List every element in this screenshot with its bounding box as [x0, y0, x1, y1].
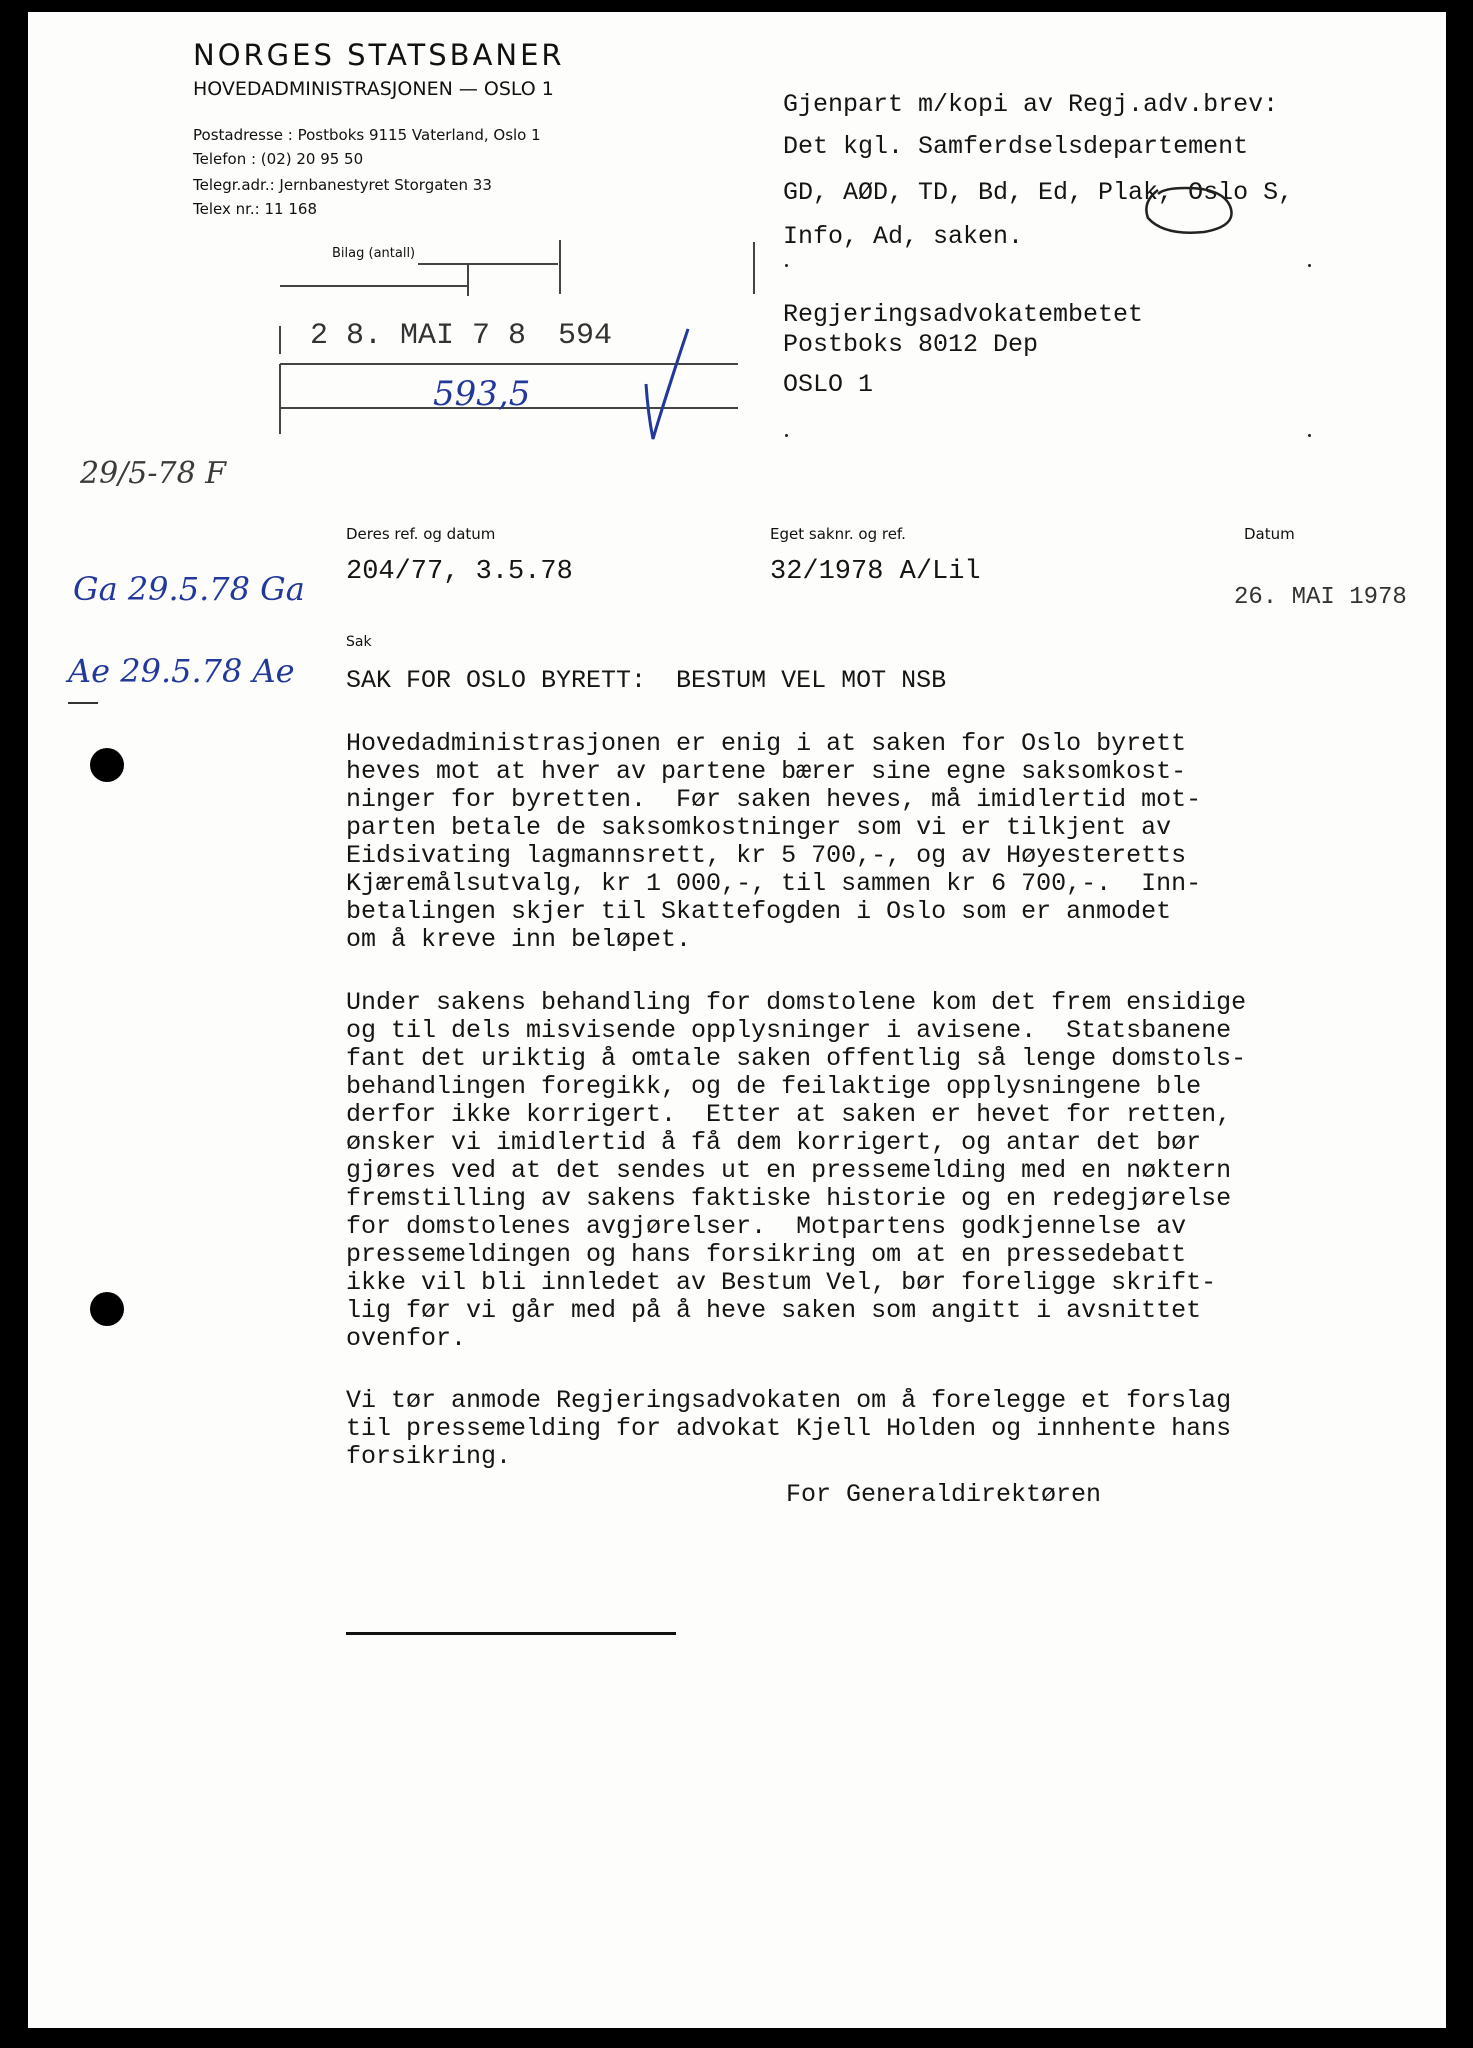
cc-line: Det kgl. Samferdselsdepartement — [783, 132, 1249, 161]
body-line: Under sakens behandling for domstolene kom det frem ensidige — [346, 988, 1247, 1017]
body-line: fant det uriktig å omtale saken offentlig så lenge domstols- — [346, 1044, 1247, 1073]
recipient-line: Regjeringsadvokatembetet — [783, 300, 1144, 329]
telex-number: Telex nr.: 11 168 — [193, 200, 317, 218]
cc-line: GD, AØD, TD, Bd, Ed, Plak, Oslo S, — [783, 178, 1294, 207]
corner-mark — [785, 434, 788, 437]
corner-mark — [785, 264, 788, 267]
body-line: heves mot at hver av partene bærer sine egne saksomkost- — [346, 757, 1187, 786]
body-line: derfor ikke korrigert. Etter at saken er hevet for retten, — [346, 1100, 1232, 1129]
postal-address: Postadresse : Postboks 9115 Vaterland, Oslo 1 — [193, 126, 541, 144]
margin-note: Ae 29.5.78 Ae — [68, 652, 295, 690]
margin-dash — [68, 702, 98, 704]
corner-mark — [1308, 264, 1311, 267]
letter-page — [28, 12, 1446, 2028]
own-ref-value: 32/1978 A/Lil — [770, 557, 981, 587]
date-stamp: 26. MAI 1978 — [1234, 584, 1407, 611]
body-line: parten betale de saksomkostninger som vi er tilkjent av — [346, 813, 1172, 842]
body-line: ikke vil bli innledet av Bestum Vel, bør foreligge skrift- — [346, 1268, 1217, 1297]
body-line: ovenfor. — [346, 1324, 467, 1353]
body-line: lig før vi går med på å heve saken som angitt i avsnittet — [346, 1296, 1202, 1325]
recipient-line: Postboks 8012 Dep — [783, 330, 1039, 359]
body-line: gjøres ved at det sendes ut en pressemelding med en nøktern — [346, 1156, 1232, 1185]
body-line: til pressemelding for advokat Kjell Holden og innhente hans — [346, 1414, 1232, 1443]
circled-plak-mark — [1134, 182, 1244, 238]
reception-stamp — [268, 234, 768, 444]
punch-hole — [90, 748, 124, 782]
subject-line: SAK FOR OSLO BYRETT: BESTUM VEL MOT NSB — [346, 666, 947, 695]
body-line: Vi tør anmode Regjeringsadvokaten om å forelegge et forslag — [346, 1386, 1232, 1415]
their-ref-label: Deres ref. og datum — [346, 525, 496, 543]
subject-label: Sak — [346, 634, 372, 650]
body-line: fremstilling av sakens faktiske historie og en redegjørelse — [346, 1184, 1232, 1213]
punch-hole — [90, 1292, 124, 1326]
body-line: Kjæremålsutvalg, kr 1 000,-, til sammen kr 6 700,-. Inn- — [346, 869, 1202, 898]
margin-note: 29/5-78 F — [80, 456, 227, 491]
body-line: forsikring. — [346, 1442, 512, 1471]
date-label: Datum — [1244, 525, 1295, 543]
recipient-line: OSLO 1 — [783, 370, 874, 399]
body-line: om å kreve inn beløpet. — [346, 925, 692, 954]
margin-note: Ga 29.5.78 Ga — [73, 570, 305, 608]
attachments-label: Bilag (antall) — [332, 246, 416, 261]
body-line: Hovedadministrasjonen er enig i at saken for Oslo byrett — [346, 729, 1187, 758]
cc-line: Info, Ad, saken. — [783, 222, 1024, 251]
their-ref-value: 204/77, 3.5.78 — [346, 557, 573, 587]
phone-number: Telefon : (02) 20 95 50 — [193, 150, 364, 168]
body-line: ninger for byretten. Før saken heves, må imidlertid mot- — [346, 785, 1202, 814]
telegram-address: Telegr.adr.: Jernbanestyret Storgaten 33 — [193, 176, 492, 194]
org-name: NORGES STATSBANER — [193, 38, 565, 72]
closing-line: For Generaldirektøren — [786, 1480, 1102, 1509]
body-line: ønsker vi imidlertid å få dem korrigert, og antar det bør — [346, 1128, 1202, 1157]
cc-line: Gjenpart m/kopi av Regj.adv.brev: — [783, 90, 1279, 119]
body-line: for domstolenes avgjørelser. Motpartens godkjennelse av — [346, 1212, 1187, 1241]
stamp-number: 594 — [558, 319, 613, 353]
body-line: betalingen skjer til Skattefogden i Oslo som er anmodet — [346, 897, 1172, 926]
stamp-date: 2 8. MAI 7 8 — [310, 319, 527, 353]
stamp-handwritten-number: 593,5 — [433, 374, 531, 414]
body-line: behandlingen foregikk, og de feilaktige opplysningene ble — [346, 1072, 1202, 1101]
body-line: pressemeldingen og hans forsikring om at en pressedebatt — [346, 1240, 1187, 1269]
body-line: og til dels misvisende opplysninger i avisene. Statsbanene — [346, 1016, 1232, 1045]
body-line: Eidsivating lagmannsrett, kr 5 700,-, og av Høyesteretts — [346, 841, 1187, 870]
org-department: HOVEDADMINISTRASJONEN — OSLO 1 — [193, 78, 554, 100]
own-ref-label: Eget saknr. og ref. — [770, 525, 906, 543]
signature-line — [346, 1632, 676, 1635]
corner-mark — [1308, 434, 1311, 437]
